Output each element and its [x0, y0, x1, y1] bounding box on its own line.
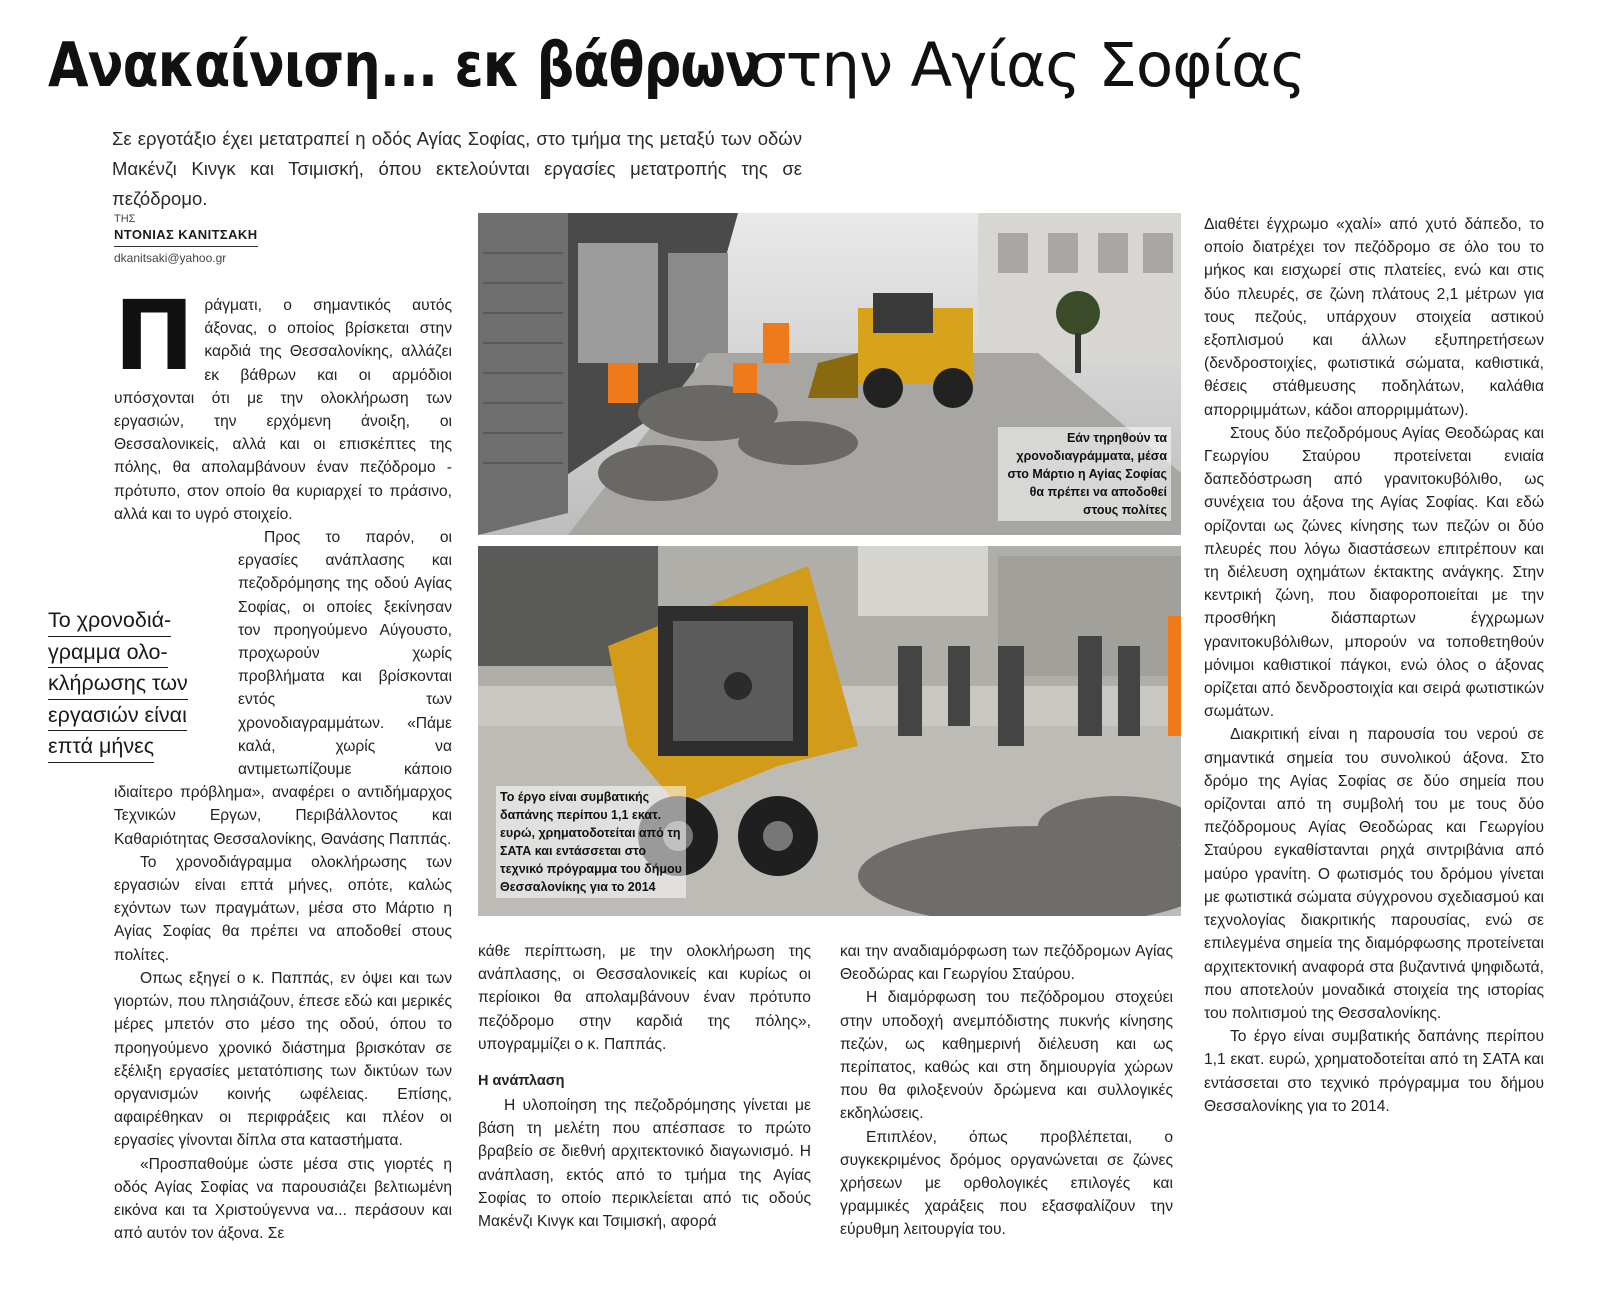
headline	[48, 26, 1588, 106]
paragraph: Το έργο είναι συμβατικής δαπάνης περίπου 1,1 εκατ. ευρώ, χρηματοδοτείται από τη ΣΑΤΑ και εντάσσεται στο τεχνικό πρόγραμμα του δήμου Θεσσαλονίκης για το 2014.	[1204, 1028, 1544, 1115]
caption-text: τα χρονοδιαγράμματα, μέσα στο Μάρτιο η Αγίας Σοφίας θα πρέπει να αποδοθεί στους πολίτες	[1007, 431, 1167, 517]
photo-caption	[496, 786, 686, 898]
pullquote-line: γραμμα ολο-	[48, 637, 168, 669]
byline-prefix: ΤΗΣ	[114, 213, 136, 225]
byline	[114, 212, 284, 267]
article-column-2	[478, 940, 811, 1233]
paragraph: Διαθέτει έγχρωμο «χαλί» από χυτό δάπεδο, το οποίο διατρέχει τον πεζόδρομο σε όλο του το μήκος και εισχωρεί στις πλατείες, ενώ και στις δύο πλευρές, σε ζώνη πλάτους 2,1 μέτρων για τους πεζούς, υπάρχουν στοιχεία αστικού εξοπλισμού και άλλων εξυπηρετήσεων (δενδροστοιχίες, φωτιστικά σώματα, καθιστικά, θέσεις στάθμευσης ποδηλάτων, καλάθια απορριμμάτων, κάδοι απορριμμάτων).	[1204, 216, 1544, 419]
dropcap: Π	[114, 280, 195, 392]
pullquote	[48, 605, 198, 763]
photo-roadworks	[478, 213, 1181, 535]
paragraph: και την αναδιαμόρφωση των πεζόδρομων Αγίας Θεοδώρας και Γεωργίου Σταύρου.	[840, 943, 1173, 984]
caption-bold: Το έργο	[500, 790, 546, 804]
caption-text: είναι συμβατικής δαπάνης περίπου 1,1 εκατ. ευρώ, χρηματοδοτείται από τη ΣΑΤΑ και εντάσσεται στο τεχνικό πρόγραμμα του δήμου Θεσσαλονίκης για το 2014	[500, 790, 682, 894]
paragraph: Η διαμόρφωση του πεζόδρομου στοχεύει στην υποδοχή ανεμπόδιστης πυκνής κίνησης πεζών, ως καθημερινή διέλευση και ως περίπατος, καθώς και στη δημιουργία χώρων που θα φιλοξενούν δρώμενα και συλλογικές εκδηλώσεις.	[840, 989, 1173, 1123]
paragraph: «Προσπαθούμε ώστε μέσα στις γιορτές η οδός Αγίας Σοφίας να παρουσιάζει βελτιωμένη εικόνα και τα Χριστούγεννα να... περάσουν και από αυτόν τον άξονα. Σε	[114, 1155, 452, 1243]
photo-bobcat	[478, 546, 1181, 916]
paragraph: ράγματι, ο σημαντικός αυτός άξονας, ο οποίος βρίσκεται στην καρδιά της Θεσσαλονίκης, αλλάζει εκ βάθρων και οι αρμόδιοι υπόσχονται ότι με την ολοκλήρωση των εργασιών, την ερχόμενη άνοιξη, οι Θεσσαλονικείς, αλλά και οι επισκέπτες της πόλης, θα απολαμβάνουν έναν πεζόδρομο - πρότυπο, στον οποίο θα κυριαρχεί το πράσινο, αλλά και το υγρό στοιχείο.	[114, 297, 452, 523]
paragraph: Προς το παρόν, οι εργασίες ανάπλασης και πεζοδρόμησης της οδού Αγίας Σοφίας, οι οποίες ξεκίνησαν τον προηγούμενο Αύγουστο, προχωρούν χωρίς προβλήματα και βρίσκονται εντός των χρονοδιαγραμμάτων. «Πάμε καλά, χωρίς να αντιμετωπίζουμε κάποιο ιδιαίτερο πρόβλημα», αναφέρει ο αντιδήμαρχος Τεχνικών Εργων, Περιβάλλοντος και Καθαριότητας Θεσσαλονίκης, Θανάσης Παππάς.	[114, 529, 452, 848]
pullquote-line: εργασιών είναι	[48, 700, 187, 732]
paragraph: Η υλοποίηση της πεζοδρόμησης γίνεται με βάση τη μελέτη που απέσπασε το πρώτο βραβείο σε διεθνή αρχιτεκτονικό διαγωνισμό. Η ανάπλαση, εκτός από το τμήμα της Αγίας Σοφίας το οποίο περικλείεται από τις οδούς Μακένζι Κινγκ και Τσιμισκή, αφορά	[478, 1097, 811, 1231]
pullquote-line: επτά μήνες	[48, 731, 154, 763]
pullquote-line: κλήρωσης των	[48, 668, 188, 700]
article-column-3	[840, 940, 1173, 1242]
paragraph: Το χρονοδιάγραμμα ολοκλήρωσης των εργασιών είναι επτά μήνες, οπότε, καλώς εχόντων των πραγμάτων, μέσα στο Μάρτιο η Αγίας Σοφίας θα πρέπει να αποδοθεί στους πολίτες.	[114, 853, 452, 964]
article-column-4	[1204, 213, 1544, 1118]
article-column-1	[114, 280, 452, 1245]
subheading: Η ανάπλαση	[478, 1073, 565, 1090]
headline-light: στην Αγίας Σοφίας	[748, 30, 1306, 101]
paragraph: Στους δύο πεζοδρόμους Αγίας Θεοδώρας και Γεωργίου Σταύρου προτείνεται ενιαία δαπεδόστρωση από γρανιτοκυβόλιθο, ως συνέχεια του άξονα της Αγίας Σοφίας. Και εδώ ορίζονται ως ζώνες κίνησης των πεζών οι δύο πλευρές που λόγω διαστάσεων επιτρέπουν και τη διέλευση οχημάτων έκτακτης ανάγκης. Στην κεντρική ζώνη, που διαφοροποιείται με την προσθήκη διάσπαρτων έγχρωμων γρανιτοκυβόλιθων, μπορούν να τοποθετηθούν μόνιμοι καθιστικοί πάγκοι, ενώ όλος ο άξονας ορίζεται από δενδροστοιχία και σειρά φωτιστικών σωμάτων.	[1204, 424, 1544, 721]
caption-bold: Εάν τηρηθούν	[1066, 431, 1151, 445]
paragraph: Διακριτική είναι η παρουσία του νερού σε σημαντικά σημεία του συνολικού άξονα. Στο δρόμο της Αγίας Σοφίας σε δύο σημεία που ορίζονται από τη συμβολή του με τους δύο πεζόδρομους Αγίας Θεοδώρας και Γεωργίου Σταύρου εγκαθίστανται ρηχά σιντριβάνια από μαύρο γρανίτη. Ο φωτισμός του δρόμου γίνεται με φωτιστικά σώματα σύγχρονου σχεδιασμού και τεχνολογίας διακριτικής παρουσίας, ενώ σε επιλεγμένα σημεία της διαμόρφωσης προτείνεται αρχιτεκτονική αναφορά στα βυζαντινά ψηφιδωτά, που αποτελούν μοναδικά στοιχεία της ιστορίας του πολιτισμού της Θεσσαλονίκης.	[1204, 726, 1544, 1022]
byline-email: dkanitsaki@yahoo.gr	[114, 251, 227, 265]
byline-author: ΝΤΟΝΙΑΣ ΚΑΝΙΤΣΑΚΗ	[114, 226, 258, 247]
headline-bold: Ανακαίνιση... εκ βάθρων	[48, 30, 761, 101]
standfirst: Σε εργοτάξιο έχει μετατραπεί η οδός Αγίας Σοφίας, στο τμήμα της μεταξύ των οδών Μακένζι Κινγκ και Τσιμισκή, όπου εκτελούνται εργασίες μετατροπής της σε πεζόδρομο.	[112, 128, 802, 209]
paragraph: Επιπλέον, όπως προβλέπεται, ο συγκεκριμένος δρόμος οργανώνεται σε ζώνες χρήσεων με ορθολογικές επιλογές και γραμμικές χαράξεις που εξασφαλίζουν την εύρυθμη λειτουργία του.	[840, 1128, 1173, 1239]
paragraph: κάθε περίπτωση, με την ολοκλήρωση της ανάπλασης, οι Θεσσαλονικείς και κυρίως οι περίοικοι θα απολαμβάνουν έναν πρότυπο πεζόδρομο στην καρδιά της πόλης», υπογραμμίζει ο κ. Παππάς.	[478, 943, 811, 1053]
pullquote-line: Το χρονοδιά-	[48, 605, 171, 637]
paragraph: Οπως εξηγεί ο κ. Παππάς, εν όψει και των γιορτών, που πλησιάζουν, έπεσε εδώ και μερικές μέρες μπετόν στο μέσο της οδού, όπου το προηγούμενο χρονικό διάστημα βρισκόταν σε εξέλιξη εργασίες μετατόπισης των δικτύων των οργανισμών κοινής ωφέλειας. Επίσης, αφαιρέθηκαν οι περιφράξεις και πλέον οι εργασίες γίνονται δίπλα στα καταστήματα.	[114, 969, 452, 1150]
photo-caption	[998, 427, 1171, 521]
